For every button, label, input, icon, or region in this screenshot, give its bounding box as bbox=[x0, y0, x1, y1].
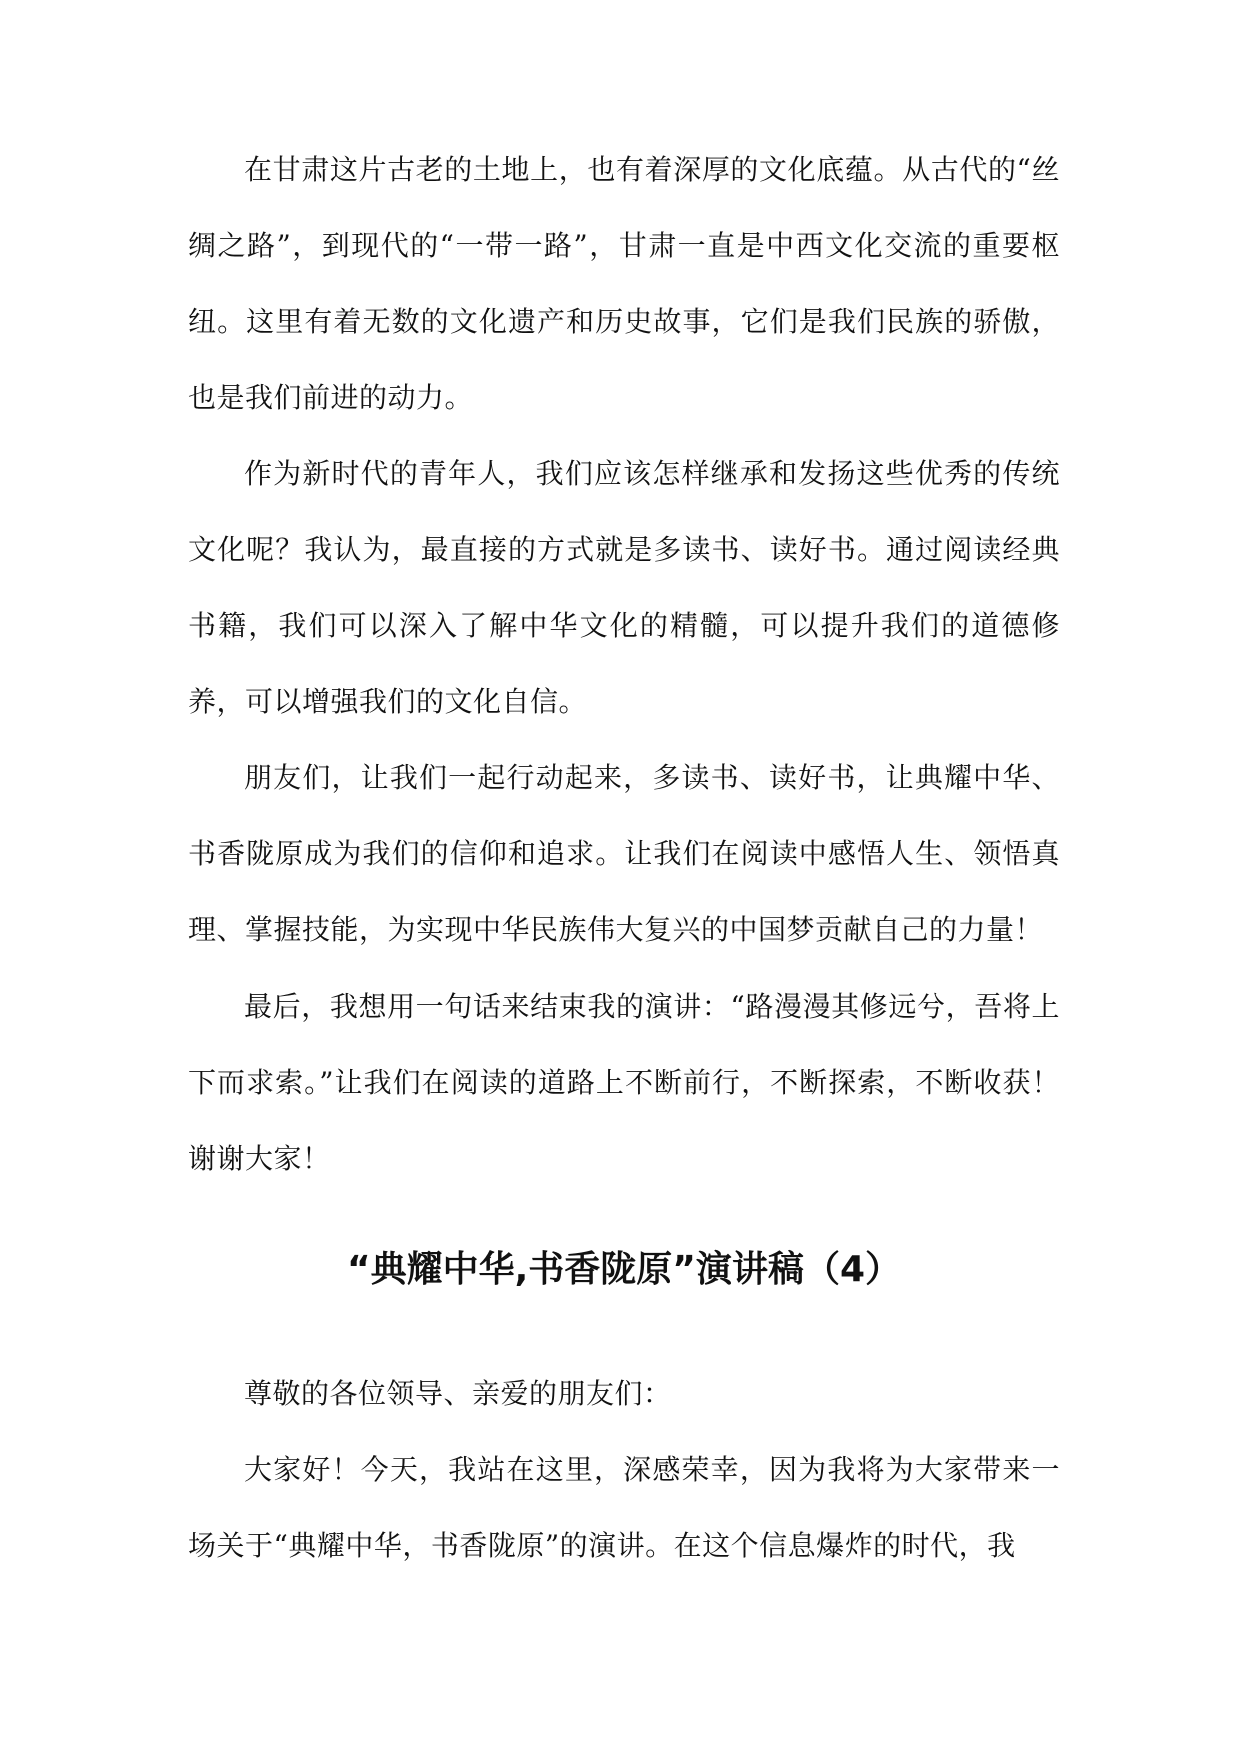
paragraph-salutation: 尊敬的各位领导、亲爱的朋友们： bbox=[244, 1377, 672, 1410]
section-title: “典耀中华,书香陇原”演讲稿（4） bbox=[346, 1249, 902, 1290]
paragraph-inherit-culture: 作为新时代的青年人，我们应该怎样继承和发扬这些优秀的传统文化呢？我认为，最直接的方式就是多读书、读好书。通过阅读经典书籍，我们可以深入了解中华文化的精髓，可以提升我们的道德修养，可以增强我们的文化自信。 bbox=[188, 457, 1060, 718]
paragraph-closing: 最后，我想用一句话来结束我的演讲：“路漫漫其修远兮，吾将上下而求索。”让我们在阅读的道路上不断前行，不断探索，不断收获！谢谢大家！ bbox=[188, 990, 1060, 1175]
paragraph-gansu-culture: 在甘肃这片古老的土地上，也有着深厚的文化底蕴。从古代的“丝绸之路”，到现代的“一带一路”，甘肃一直是中西文化交流的重要枢纽。这里有着无数的文化遗产和历史故事，它们是我们民族的骄傲，也是我们前进的动力。 bbox=[188, 153, 1060, 414]
paragraph-call-to-action: 朋友们，让我们一起行动起来，多读书、读好书，让典耀中华、书香陇原成为我们的信仰和追求。让我们在阅读中感悟人生、领悟真理、掌握技能，为实现中华民族伟大复兴的中国梦贡献自己的力量！ bbox=[188, 761, 1060, 946]
paragraph-greeting: 大家好！今天，我站在这里，深感荣幸，因为我将为大家带来一场关于“典耀中华，书香陇原”的演讲。在这个信息爆炸的时代，我 bbox=[188, 1453, 1060, 1562]
